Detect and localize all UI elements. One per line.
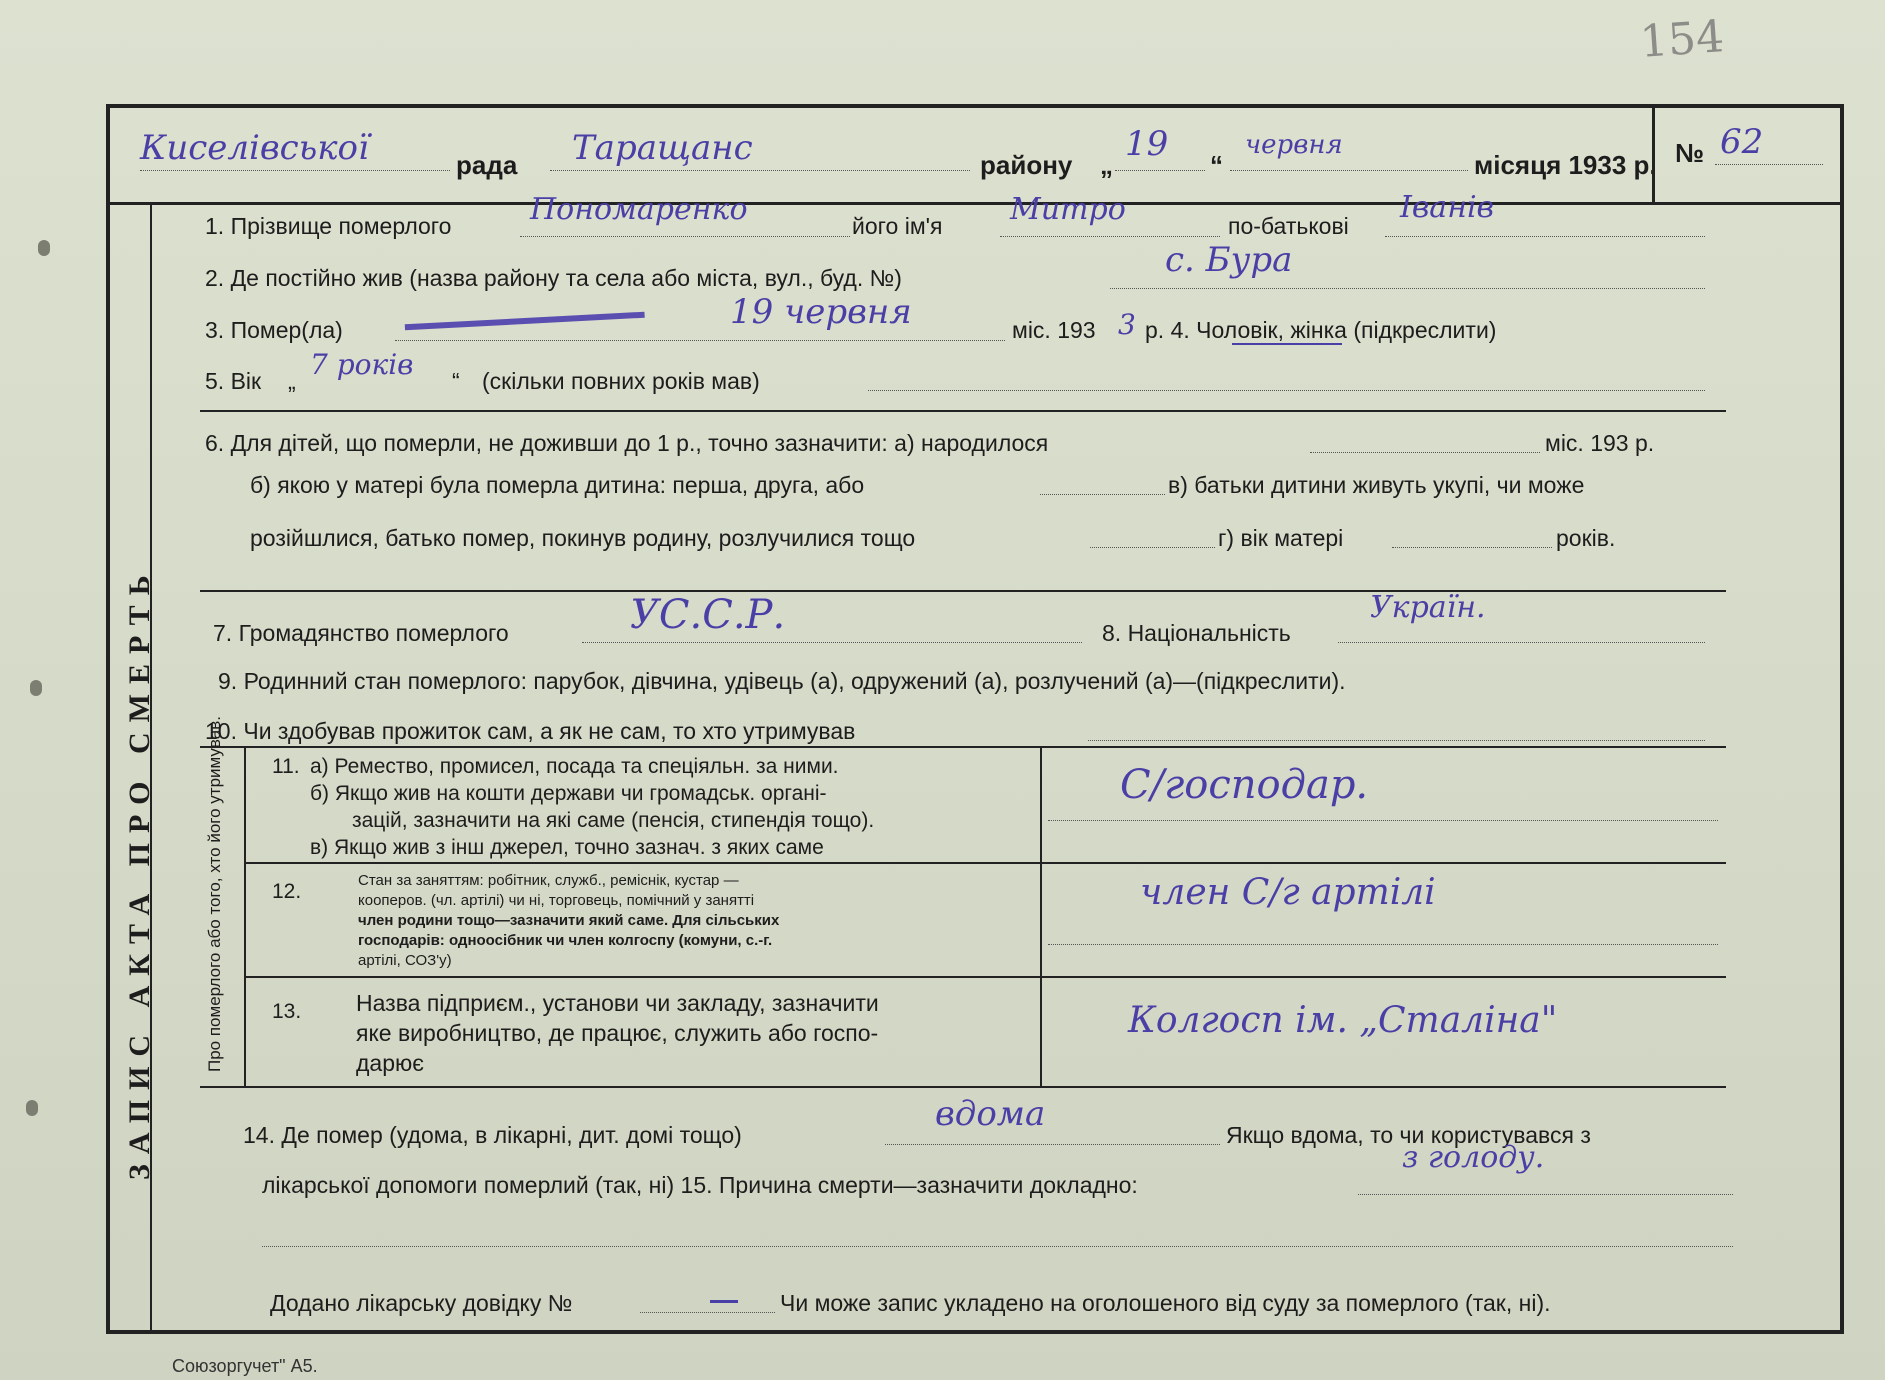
item13-text2: яке виробництво, де працює, служить або госпо- (356, 1020, 879, 1046)
month-year-label: місяця 1933 р. (1474, 150, 1657, 180)
item6-line1: 6. Для дітей, що померли, не доживши до 1 р., точно зазначити: а) народилося (205, 430, 1049, 456)
item8-label: 8. Національність (1102, 620, 1291, 646)
footer-court-label: Чи може запис укладено на оголошеного від суду за померлого (так, ні). (780, 1290, 1551, 1316)
patronymic-label: по-батькові (1228, 213, 1349, 239)
citizenship-handwritten: УС.С.Р. (630, 592, 786, 638)
item12-text3: член родини тощо—зазначити який саме. Для сільських (358, 912, 780, 929)
item4-label: р. 4. Чоловік, жінка (підкреслити) (1145, 317, 1497, 343)
cause-of-death-handwritten: з голоду. (1402, 1140, 1545, 1175)
side-title: ЗАПИС АКТА ПРО СМЕРТЬ (123, 565, 156, 1180)
item7-label: 7. Громадянство померлого (213, 620, 509, 646)
document-page: 154 Киселівської рада Таращанс району „ 19 “ червня місяця 1933 р. № 62 ЗАПИС АКТА ПРО СМЕРТЬ 1. Прізвище померлого Пономаренко його ім'я Митро по-батькові Іванів 2. Де постійно жив (назва району та села або міста, вул., буд. №) с. Бура 3. Помер(ла) 19 червня міс. 193 3 р. 4. Чоловік, жінка (підкреслити) 5. Вік „ 7 років “ (скільки повних років мав) 6. Для дітей, що померли, не доживши до 1 р., точно зазначити: а) народилося міс. 193 р. б) якою у матері була померла дитина: перша, друга, або в) батьки дитини живуть укупі, чи може розійшлися, батько помер, покинув родину, розлучилися тощо г) вік матері років. 7. Громадянство померлого УС.С.Р. 8. Національність Україн. 9. Родинний стан померлого: парубок, дівчина, удівець (а), одружений (а), розлучений (а)—(підкреслити). 10. Чи здобував прожиток сам, а як не сам, то хто утримував Про померлого або того, хто його утримував. 11. а) Ремество, промисел, посада та спеціяльн. за ними. б) Якщо жив на кошти держави чи громадськ. органі- зацій, зазначити на які саме (пенсія, стипендія тощо). в) Якщо жив з інш джерел, точно зазнач. з яких саме С/господар. 12. Стан за заняттям: робітник, служб., реміснік, кустар — кооперов. (чл. артілі) чи ні, торговець, помічний у занятті член родини тощо—зазначити який саме. Для сільських господарів: одноосібник чи член колгоспу (комуни, с.-г. артілі, СОЗ'у) член С/г артілі 13. Назва підприєм., установи чи закладу, зазначити яке виробництво, де працює, служить або госпо- дарює Колгосп ім. „Сталіна" 14. Де помер (удома, в лікарні, дит. домі тощо) вдома Якщо вдома, то чи користувався з лікарської допомоги померлий (так, ні) 15. Причина смерти—зазначити докладно: з голоду. Додано лікарську довідку № Чи може запис укладено на оголошеного від суду за померлого (так, ні). Союзоргучет" А5. (0, 0, 1885, 1380)
certificate-number-dash (710, 1300, 738, 1303)
underline-male (1232, 343, 1342, 345)
surname-handwritten: Пономаренко (530, 192, 748, 227)
header-row: Киселівської рада Таращанс району „ 19 “ червня місяця 1933 р. (110, 108, 1652, 205)
age-handwritten: 7 років (310, 348, 414, 381)
item6-line1-tail: міс. 193 р. (1545, 430, 1655, 456)
item6-line3b: г) вік матері (1218, 525, 1344, 551)
item13-text3: дарює (356, 1050, 424, 1076)
page-number: 154 (1638, 11, 1726, 68)
item6-line3c: років. (1556, 525, 1616, 551)
item12-num: 12. (272, 880, 302, 903)
item11-b2: зацій, зазначити на які саме (пенсія, стипендія тощо). (352, 809, 875, 832)
punch-hole (38, 240, 50, 256)
name-handwritten: Митро (1010, 192, 1126, 227)
workplace-handwritten: Колгосп ім. „Сталіна" (1128, 1000, 1558, 1041)
item12-text1: Стан за заняттям: робітник, служб., реміснік, кустар — (358, 872, 739, 889)
number-label: № (1675, 138, 1704, 168)
item6-line3a: розійшлися, батько помер, покинув родину, розлучилися тощо (250, 525, 916, 551)
item6-line2a: б) якою у матері була померла дитина: перша, друга, або (250, 472, 865, 498)
item13-num: 13. (272, 1000, 302, 1023)
item12-text2: кооперов. (чл. артілі) чи ні, торговець, помічний у занятті (358, 892, 755, 909)
name-label: його ім'я (852, 213, 943, 239)
death-year-digit: 3 (1118, 308, 1136, 341)
death-date-handwritten: 19 червня (730, 292, 912, 332)
rada-label: рада (456, 150, 518, 180)
punch-hole (30, 680, 42, 696)
footer-certificate-label: Додано лікарську довідку № (270, 1290, 573, 1316)
record-number-handwritten: 62 (1720, 122, 1764, 162)
patronymic-handwritten: Іванів (1400, 190, 1495, 225)
punch-hole (26, 1100, 38, 1116)
item11-b1: б) Якщо жив на кошти держави чи громадськ. органі- (310, 782, 827, 805)
item6-line2b: в) батьки дитини живуть укупі, чи може (1168, 472, 1585, 498)
village-council-handwritten: Киселівської (140, 128, 369, 168)
employment-status-handwritten: член С/г артілі (1140, 872, 1436, 913)
item9-label: 9. Родинний стан померлого: парубок, дівчина, удівець (а), одружений (а), розлучений (а)—(підкреслити). (218, 668, 1346, 694)
item2-label: 2. Де постійно жив (назва району та села або міста, вул., буд. №) (205, 265, 902, 291)
item12-text4: господарів: одноосібник чи член колгоспу (комуни, с.-г. (358, 932, 773, 949)
item15-label: лікарської допомоги померлий (так, ні) 15. Причина смерти—зазначити докладно: (262, 1172, 1138, 1198)
item1-label: 1. Прізвище померлого (205, 213, 452, 239)
day-handwritten: 19 (1125, 124, 1169, 164)
item10-label: 10. Чи здобував прожиток сам, а як не сам, то хто утримував (205, 718, 856, 744)
item11-num: 11. (272, 755, 300, 778)
item14-tail: Якщо вдома, то чи користувався з (1226, 1122, 1591, 1148)
item13-text1: Назва підприєм., установи чи закладу, зазначити (356, 990, 879, 1016)
item14-label: 14. Де помер (удома, в лікарні, дит. домі тощо) (243, 1122, 742, 1148)
raion-label: району (980, 150, 1073, 180)
record-number-box (1652, 108, 1843, 205)
occupation-handwritten: С/господар. (1120, 762, 1369, 808)
district-handwritten: Таращанс (572, 128, 753, 168)
residence-handwritten: с. Бура (1165, 240, 1293, 280)
month-handwritten: червня (1245, 130, 1343, 160)
item5-tail: (скільки повних років мав) (482, 368, 760, 394)
item11-c: в) Якщо жив з інш джерел, точно зазнач. з яких саме (310, 836, 824, 859)
item3-month-label: міс. 193 (1012, 317, 1096, 343)
side-note: Про померлого або того, хто його утримував. (205, 716, 224, 1072)
nationality-handwritten: Україн. (1370, 590, 1486, 625)
place-of-death-handwritten: вдома (935, 1094, 1046, 1134)
publisher-imprint: Союзоргучет" А5. (172, 1356, 318, 1376)
item12-text5: артілі, СОЗ'у) (358, 952, 452, 969)
item3-label: 3. Помер(ла) (205, 317, 343, 343)
item11-a: а) Ремество, промисел, посада та спеціяльн. за ними. (310, 755, 839, 778)
item5-label: 5. Вік (205, 368, 262, 394)
